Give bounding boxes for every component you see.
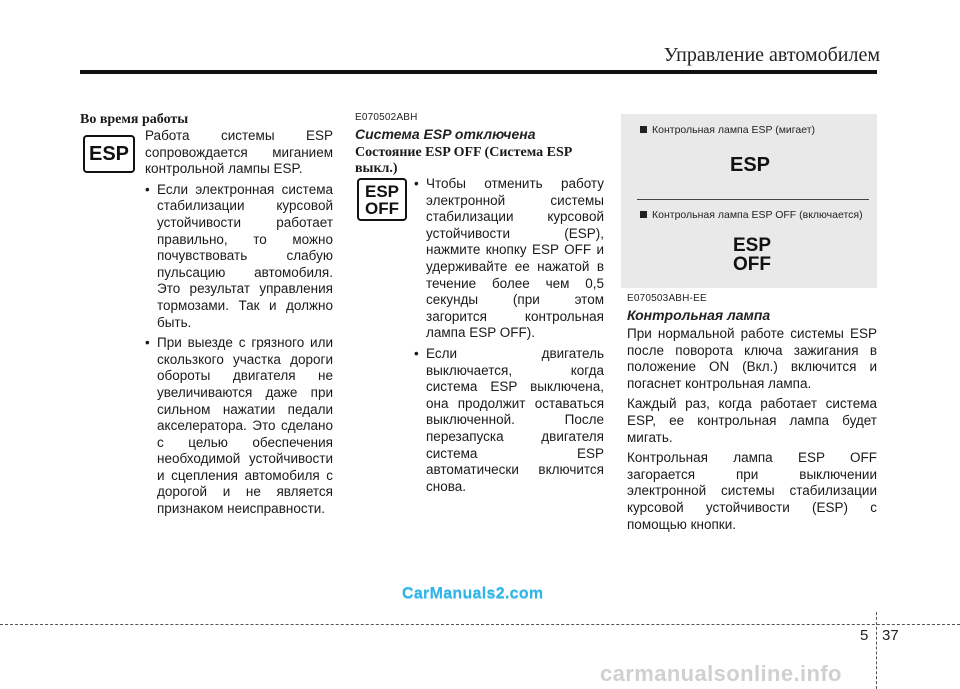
list-item: • Если двигатель выключается, когда система ESP выключена, она продолжит оставаться выключенной. После перезапуска двигателя система ESP автоматически включится снова. [414,346,604,495]
header-rule [80,70,877,74]
section-subheading: Состояние ESP OFF (Система ESP выкл.) [355,145,572,176]
col1-body [145,128,333,518]
panel-esp-off-line2: OFF [733,254,771,275]
panel-label-text: Контрольная лампа ESP (мигает) [652,124,816,136]
section-code: E070503ABH-EE [627,293,707,304]
col3-paragraph: Контрольная лампа ESP OFF загорается при выключении электронной системы стабилизации курсовой устойчивости (ESP) с помощью кнопки. [627,450,877,532]
panel-divider [637,199,869,200]
bullet-square-icon [640,211,647,218]
chapter-number: 5 [860,627,869,644]
section-heading: Во время работы [80,112,189,127]
panel-label-on [640,209,863,221]
col1-intro: Работа системы ESP сопровождается миганием контрольной лампы ESP. [145,128,333,177]
panel-esp-off-symbol [722,236,782,274]
esp-off-icon-line2: OFF [365,198,399,218]
col2-body [414,176,604,495]
list-item: • Если электронная система стабилизации курсовой устойчивости работает правильно, то можно почувствовать слабую пульсацию автомобиля. Это результат управления тормозами. Так и должно быть. [145,182,333,331]
col1-bullets [145,182,333,518]
footer-rule [0,624,960,625]
section-italic-heading: Система ESP отключена [355,126,536,142]
col3-body [627,326,877,533]
list-item: • При выезде с грязного или скользкого участка дороги обороты двигателя не увеличиваются даже при сильном нажатии педали акселератора. Это сделано с целью обеспечения необходимой устойчивости и сцепления автомобиля с дорогой и не является признаком неисправности. [145,335,333,518]
esp-off-indicator-icon [357,178,407,221]
panel-label-text: Контрольная лампа ESP OFF (включается) [652,209,863,221]
panel-esp-symbol: ESP [729,154,771,176]
list-item: • Чтобы отменить работу электронной системы стабилизации курсовой устойчивости (ESP), нажмите кнопку ESP OFF и удерживайте ее нажатой в течение более чем 0,5 секунды (при этом загорится контрольная лампа ESP OFF). [414,176,604,342]
footer-page-divider [876,612,877,689]
col3-paragraph: Каждый раз, когда работает система ESP, ее контрольная лампа будет мигать. [627,396,877,445]
page-number: 37 [882,627,899,644]
esp-indicator-icon [83,135,135,173]
section-code: E070502ABH [355,112,418,123]
panel-esp-off-line1: ESP [732,235,772,256]
col2-bullets [414,176,604,495]
watermark-link[interactable]: CarManuals2.com [402,585,544,602]
col3-paragraph: При нормальной работе системы ESP после поворота ключа зажигания в положение ON (Вкл.) включится и погаснет контрольная лампа. [627,326,877,391]
esp-icon-text: ESP [88,142,130,165]
esp-off-icon-line1: ESP [364,181,400,201]
site-watermark: carmanualsonline.info [600,661,842,686]
bullet-square-icon [640,126,647,133]
panel-label-blinking [640,124,815,136]
section-italic-heading: Контрольная лампа [627,307,771,323]
page-header-title: Управление автомобилем [663,44,880,66]
